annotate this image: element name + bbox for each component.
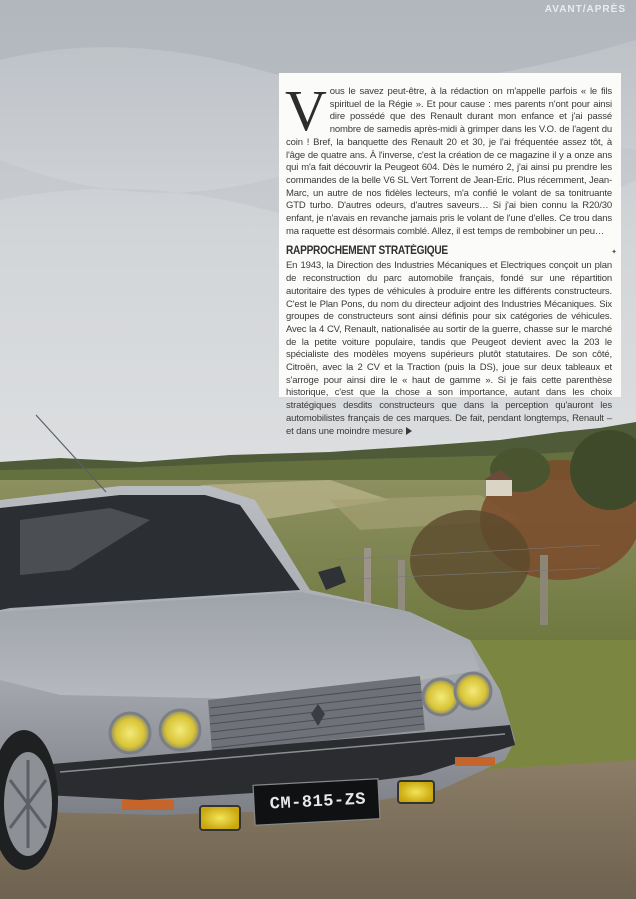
intro-text: ous le savez peut-être, à la rédaction on m'appelle parfois « le fils spirituel de la Régie ». Et pour cause : mes parents n'ont pour ainsi dire possédé que des Renault durant mon enfance et j'ai passé nombre de samedis après-midi à grimper dans les V.O. de l'agent du coin ! Bref, la banquette des Renault 20 et 30, je l'ai fréquentée assez tôt, à l'âge de quatre ans. À l'inverse, c'est la création de ce magazine il y a onze ans qui m'a fait découvrir la Peugeot 604. Dès le numéro 2, j'ai ainsi pu prendre les commandes de la belle V6 SL Vert Torrent de Jean-Eric. Plus récemment, Jean-Marc, un autre de nos fidèles lecteurs, m'a confié le volant de sa tonitruante GTD turbo. D'autres odeurs, d'autres saveurs… Si j'ai bien connu la R20/30 enfant, je n'avais en revanche jamais pris le volant de l'une d'elles. Ce trou dans ma raquette est désormais comblé. Allez, il est temps de rembobiner un peu… bbox=[286, 86, 612, 237]
intro-paragraph bbox=[285, 78, 612, 238]
continue-arrow-icon bbox=[406, 427, 412, 435]
drop-cap: V bbox=[285, 78, 327, 143]
body-text: En 1943, la Direction des Industries Mécaniques et Electriques conçoit un plan de reconstruction du parc automobile français, fondé sur une répartition autoritaire des types de véhicules à produire entre les différents constructeurs. C'est le Plan Pons, du nom du directeur adjoint des Industries Mécaniques. Six groupes de constructeurs sont ainsi définis pour six catégories de véhicules. Avec la 4 CV, Renault, nationalisée au sortir de la guerre, chasse sur le marché de la petite voiture populaire, tandis que Peugeot devient avec la 203 le spécialiste des modèles moyens supérieurs plutôt statutaires. De son côté, Citroën, avec la 2 CV et la Traction (puis la DS), joue sur deux tableaux et s'arroge pour ainsi dire le « haut de gamme ». Si je fais cette parenthèse historique, c'est que la chose a son importance, autant dans les choix stratégiques desdits constructeurs que dans la perception qu'auront les automobilistes français de ces marques. De fait, pendant longtemps, Renault – et dans une moindre mesure bbox=[286, 260, 612, 437]
article-text-box bbox=[279, 73, 621, 437]
license-plate: CM-815-ZS bbox=[269, 790, 367, 815]
ornament-icon: ✦ bbox=[611, 249, 617, 256]
section-header-label: AVANT/APRÈS bbox=[544, 4, 626, 15]
section-subheading: RAPPROCHEMENT STRATÉGIQUE bbox=[286, 245, 448, 258]
body-paragraph bbox=[286, 260, 612, 438]
